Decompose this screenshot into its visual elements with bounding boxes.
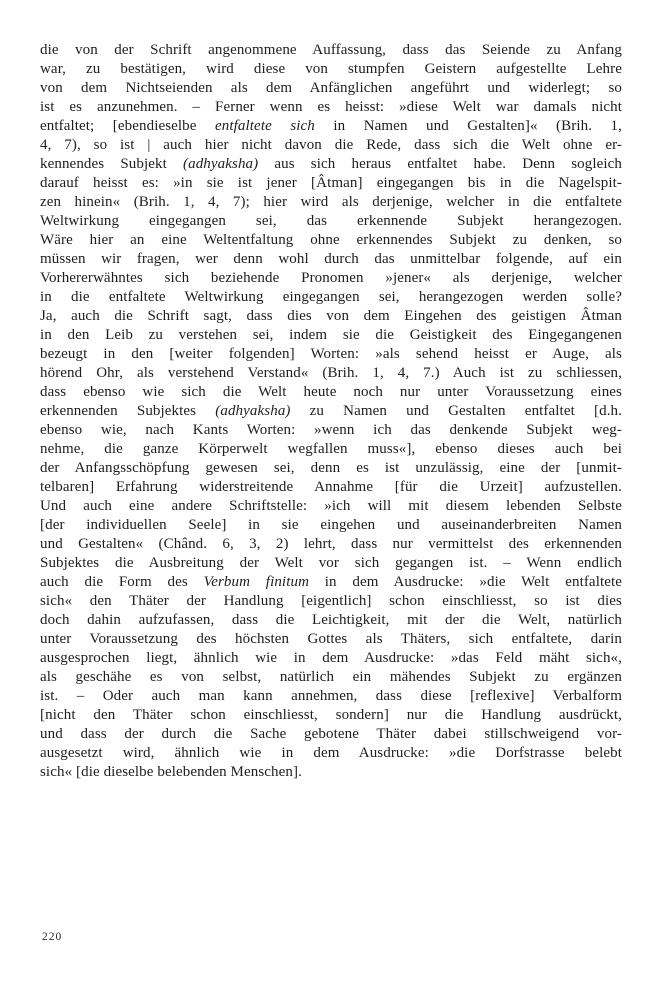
text-run: Wäre hier an eine Weltentfaltung ohne erkennendes Subjekt zu denken, so — [40, 232, 622, 248]
text-run: nehme, die ganze Körperwelt wegfallen muss«], ebenso dieses auch bei — [40, 441, 622, 457]
text-run: als geschähe es von selbst, natürlich ein mähendes Subjekt zu ergänzen — [40, 669, 622, 685]
text-line — [40, 649, 622, 668]
text-line — [40, 478, 622, 497]
text-run: zen hinein« (Brih. 1, 4, 7); hier wird als derjenige, welcher in die entfaltete — [40, 194, 622, 210]
text-line — [40, 687, 622, 706]
text-run: müssen wir fragen, wer denn wohl durch das unmittelbar folgende, auf ein — [40, 251, 622, 267]
text-run: in die entfaltete Weltwirkung eingegangen sei, herangezogen werden solle? — [40, 289, 622, 305]
text-line — [40, 364, 622, 383]
text-line — [40, 611, 622, 630]
text-line — [40, 288, 622, 307]
page-text — [40, 41, 622, 782]
text-run: ist es anzunehmen. – Ferner wenn es heisst: »diese Welt war damals nicht — [40, 99, 622, 115]
text-line — [40, 250, 622, 269]
text-line — [40, 326, 622, 345]
text-line — [40, 117, 622, 136]
text-run: ebenso wie, nach Kants Worten: »wenn ich das denkende Subjekt weg- — [40, 422, 622, 438]
text-run: dass ebenso wie sich die Welt heute noch nur unter Voraussetzung eines — [40, 384, 622, 400]
text-run: in dem Ausdrucke: »die Welt entfaltete — [309, 574, 623, 590]
text-line — [40, 174, 622, 193]
text-run: [der individuellen Seele] in sie eingehen und auseinanderbreiten Namen — [40, 517, 622, 533]
text-line — [40, 345, 622, 364]
text-run: telbaren] Erfahrung widerstreitende Annahme [für die Urzeit] aufzustellen. — [40, 479, 622, 495]
text-line — [40, 60, 622, 79]
text-line — [40, 668, 622, 687]
text-line — [40, 269, 622, 288]
text-run: Subjektes die Ausbreitung der Welt vor sich gegangen ist. – Wenn endlich — [40, 555, 622, 571]
text-line — [40, 79, 622, 98]
text-run: in Namen und Gestalten]« (Brih. 1, — [314, 118, 622, 134]
text-line — [40, 155, 622, 174]
text-line — [40, 744, 622, 763]
text-run: Ja, auch die Schrift sagt, dass dies von dem Eingehen des geistigen Âtman — [40, 308, 622, 324]
text-line — [40, 535, 622, 554]
text-run: unter Voraussetzung des höchsten Gottes als Thäters, sich entfaltete, darin — [40, 631, 622, 647]
text-run: erkennenden Subjektes — [40, 403, 216, 419]
text-run: und dass der durch die Sache gebotene Thäter dabei stillschweigend vor- — [40, 726, 622, 742]
text-run: [nicht den Thäter schon einschliesst, sondern] nur die Handlung ausdrückt, — [40, 707, 622, 723]
text-line — [40, 516, 622, 535]
text-line — [40, 763, 622, 782]
page-number: 220 — [42, 931, 63, 943]
text-line — [40, 212, 622, 231]
text-run: ausgesetzt wird, ähnlich wie in dem Ausdrucke: »die Dorfstrasse belebt — [40, 745, 622, 761]
text-line — [40, 440, 622, 459]
text-run: von dem Nichtseienden als dem Anfänglichen angeführt und widerlegt; so — [40, 80, 622, 96]
text-run-italic: (adhyaksha) — [215, 403, 291, 419]
text-run-italic: entfaltete sich — [215, 118, 315, 134]
text-run: aus sich heraus entfaltet habe. Denn sogleich — [258, 156, 622, 172]
text-run: kennendes Subjekt — [40, 156, 183, 172]
text-run: die von der Schrift angenommene Auffassung, dass das Seiende zu Anfang — [40, 42, 622, 58]
text-run: bezeugt in den [weiter folgenden] Worten: »als sehend heisst er Auge, als — [40, 346, 622, 362]
text-run: Weltwirkung eingegangen sei, das erkennende Subjekt herangezogen. — [40, 213, 622, 229]
text-run: Vorhererwähntes sich beziehende Pronomen »jener« als derjenige, welcher — [40, 270, 622, 286]
text-run: ist. – Oder auch man kann annehmen, dass diese [reflexive] Verbalform — [40, 688, 622, 704]
text-run-italic: Verbum finitum — [203, 574, 310, 590]
text-run: doch dahin aufzufassen, dass die Leichtigkeit, mit der die Welt, natürlich — [40, 612, 622, 628]
text-run: in den Leib zu verstehen sei, indem sie die Geistigkeit des Eingegangenen — [40, 327, 622, 343]
text-line — [40, 307, 622, 326]
text-run: hörend Ohr, als verstehend Verstand« (Brih. 1, 4, 7.) Auch ist zu schliessen, — [40, 365, 622, 381]
text-run: sich« den Thäter der Handlung [eigentlich] schon einschliesst, so ist dies — [40, 593, 622, 609]
text-line — [40, 231, 622, 250]
text-run-italic: (adhyaksha) — [183, 156, 259, 172]
text-line — [40, 573, 622, 592]
text-run: ausgesprochen liegt, ähnlich wie in dem Ausdrucke: »das Feld mäht sich«, — [40, 650, 622, 666]
text-run: auch die Form des — [40, 574, 204, 590]
text-run: entfaltet; [ebendieselbe — [40, 118, 216, 134]
text-run: war, zu bestätigen, wird diese von stumpfen Geistern aufgestellte Lehre — [40, 61, 622, 77]
text-line — [40, 421, 622, 440]
text-line — [40, 459, 622, 478]
text-run: Und auch eine andere Schriftstelle: »ich will mit diesem lebenden Selbste — [40, 498, 622, 514]
text-line — [40, 402, 622, 421]
text-run: zu Namen und Gestalten entfaltet [d.h. — [290, 403, 622, 419]
text-run: und Gestalten« (Chând. 6, 3, 2) lehrt, dass nur vermittelst des erkennenden — [40, 536, 622, 552]
text-line — [40, 725, 622, 744]
text-run: darauf heisst es: »in sie ist jener [Âtman] eingegangen bis in die Nagelspit- — [40, 175, 622, 191]
text-line — [40, 136, 622, 155]
text-line — [40, 554, 622, 573]
text-run: sich« [die dieselbe belebenden Menschen]. — [40, 764, 302, 780]
text-line — [40, 592, 622, 611]
text-line — [40, 98, 622, 117]
text-line — [40, 383, 622, 402]
text-line — [40, 193, 622, 212]
text-line — [40, 706, 622, 725]
text-run: der Anfangsschöpfung gewesen sei, denn es ist unzulässig, eine der [unmit- — [40, 460, 622, 476]
text-run: 4, 7), so ist | auch hier nicht davon die Rede, dass sich die Welt ohne er- — [40, 137, 622, 153]
text-line — [40, 41, 622, 60]
text-line — [40, 497, 622, 516]
text-line — [40, 630, 622, 649]
